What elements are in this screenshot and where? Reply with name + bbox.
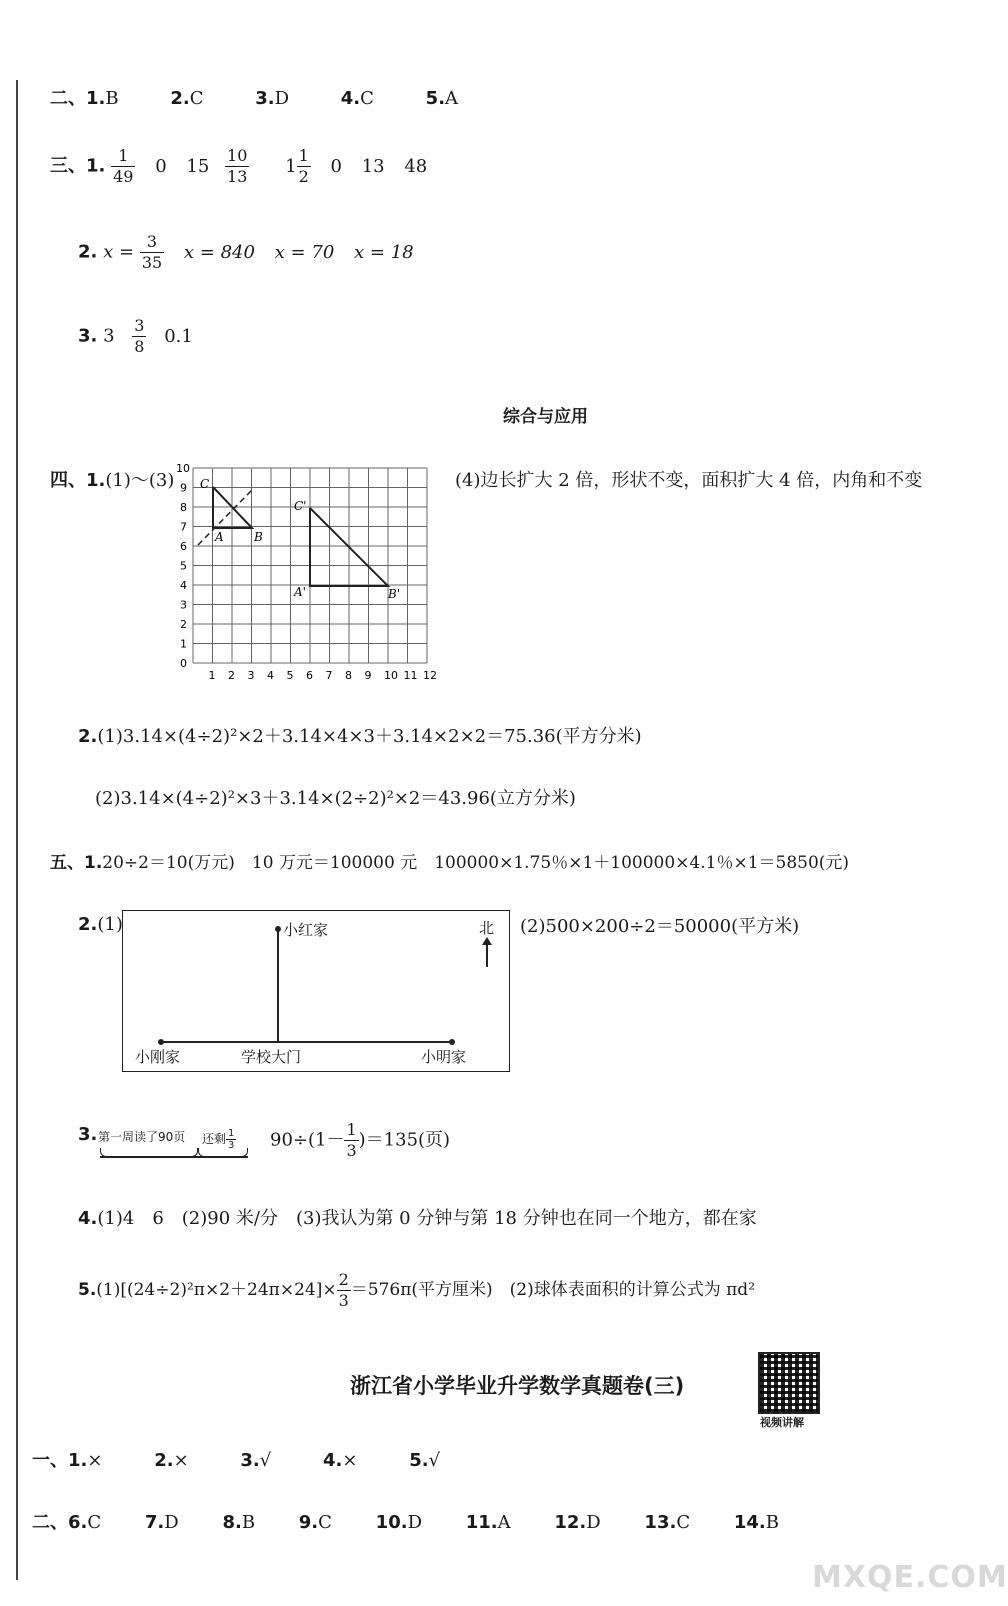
answer: 0.1 [164, 325, 193, 347]
point-dot [275, 926, 281, 932]
q-num: 三、1. [50, 155, 106, 177]
answer: x = 18 [354, 241, 414, 263]
answer: C [360, 88, 374, 109]
section5-q3 [78, 1124, 97, 1145]
y-tick-label: 1 [180, 637, 187, 651]
q-num: 4. [323, 1450, 343, 1471]
q-num: 二、6. [32, 1512, 88, 1533]
section5-q2-label [78, 914, 123, 935]
exam-title: 浙江省小学毕业升学数学真题卷(三) [350, 1374, 685, 1398]
segment-label: 还剩 $\frac{1}{3}$ [202, 1128, 235, 1151]
answer: x = 70 [274, 241, 335, 263]
answer: 0 [155, 155, 167, 177]
fraction: $\frac{1}{2}$ [298, 146, 309, 186]
x-tick-label: 1 [208, 669, 216, 682]
section4-q1-note: (4)边长扩大 2 倍，形状不变，面积扩大 4 倍，内角和不变 [455, 470, 923, 491]
q-num: 5. [78, 1280, 97, 1300]
road-horizontal [161, 1041, 451, 1043]
point-label: C [200, 477, 210, 491]
q-num: 2. [170, 88, 190, 109]
q-num: 3. [240, 1450, 260, 1471]
x-tick-label: 2 [228, 669, 235, 682]
answer: √ [428, 1450, 441, 1471]
q-num: 10. [375, 1512, 408, 1533]
q-num: 14. [733, 1512, 766, 1533]
part: (1) [97, 914, 123, 935]
answer: (1)4 6 (2)90 米/分 (3)我认为第 0 分钟与第 18 分钟也在同一个地方，都在家 [97, 1208, 757, 1229]
y-tick-label: 4 [180, 579, 187, 592]
section5-q1 [50, 848, 849, 873]
answer: D [586, 1512, 601, 1533]
q-num: 五、1. [50, 853, 103, 873]
answer: A [445, 88, 459, 109]
y-tick-label: 2 [180, 618, 187, 631]
x-tick-label: 6 [306, 669, 313, 682]
mixed-whole: 1 [285, 155, 297, 177]
q-num: 二、1. [50, 88, 106, 109]
fraction: $\frac{10}{13}$ [227, 146, 248, 186]
point-label: C' [294, 499, 307, 513]
q-num: 5. [409, 1450, 429, 1471]
q-num: 4. [78, 1208, 98, 1229]
section-heading: 综合与应用 [503, 407, 588, 427]
q-num: 3. [255, 88, 275, 109]
brace [198, 1148, 248, 1157]
watermark: MXQE.COM [812, 1560, 1008, 1595]
fraction: $\frac{2}{3}$ [338, 1270, 349, 1310]
y-tick-label: 5 [180, 559, 187, 573]
x-tick-label: 12 [423, 669, 437, 682]
section4-q2-l2: (2)3.14×(4÷2)²×3＋3.14×(2÷2)²×2＝43.96(立方分米) [95, 788, 576, 809]
label-gang: 小刚家 [135, 1048, 181, 1066]
point-dot [449, 1039, 455, 1045]
y-tick-label: 8 [180, 501, 187, 514]
qr-code-icon [758, 1352, 820, 1414]
qr-caption: 视频讲解 [760, 1416, 804, 1429]
section5-q5: 5.(1)[(24÷2)²π×2＋24π×24]× $\frac{2}{3}$ ＝576π(平方厘米) (2)球体表面积的计算公式为 πd² [78, 1270, 756, 1310]
road-vertical [277, 929, 279, 1041]
answer: × [87, 1450, 103, 1471]
point-dot [158, 1039, 164, 1045]
answer: A [497, 1512, 511, 1533]
label-hong: 小红家 [283, 921, 329, 939]
q-num: 11. [465, 1512, 498, 1533]
q-num: 2. [78, 914, 98, 935]
answer: C [189, 88, 204, 109]
x-tick-label: 4 [267, 669, 274, 682]
fraction: $\frac{3}{8}$ [134, 316, 145, 356]
answer: B [105, 88, 119, 109]
x-tick-label: 7 [325, 669, 333, 682]
range: (1)～(3) [105, 470, 175, 491]
point-label: A [215, 530, 224, 544]
answer: × [173, 1450, 189, 1471]
segment-label: 第一周读了90页 [98, 1130, 186, 1144]
exam-sec1-row [32, 1446, 440, 1472]
q-num: 4. [340, 88, 361, 109]
q-num: 2. [78, 726, 98, 747]
x-tick-label: 8 [345, 669, 352, 682]
answer: 3 [103, 325, 115, 347]
y-tick-label: 0 [180, 657, 187, 670]
answer: (1)3.14×(4÷2)²×2＋3.14×4×3＋3.14×2×2＝75.36(平方分米) [97, 726, 642, 747]
x-tick-label: 10 [384, 669, 398, 682]
x-tick-label: 9 [364, 669, 372, 682]
fraction: $\frac{3}{35}$ [141, 232, 163, 272]
q-num: 12. [554, 1512, 587, 1533]
section3-q1 [50, 146, 427, 187]
north-label: 北 [479, 919, 495, 937]
answer: C [676, 1512, 691, 1533]
q-num: 2. [154, 1450, 174, 1471]
x-tick-label: 11 [403, 669, 418, 682]
brace [100, 1148, 198, 1157]
exam-sec2-row [32, 1508, 779, 1534]
q-num: 7. [144, 1512, 165, 1533]
q-num: 3. [78, 325, 98, 347]
answer: C [318, 1512, 332, 1533]
coordinate-grid [170, 462, 440, 685]
point-label: B [254, 530, 263, 544]
answer: 48 [404, 155, 428, 177]
y-tick-label: 10 [176, 462, 190, 475]
answer: D [164, 1512, 179, 1533]
answer: 0 [330, 155, 342, 177]
fraction: $\frac{1}{3}$ [346, 1120, 357, 1160]
section4-q2-l1 [78, 722, 642, 748]
x-tick-label: 5 [286, 669, 294, 682]
q-num: 8. [222, 1512, 242, 1533]
line-segment-diagram [98, 1128, 250, 1168]
y-tick-label: 7 [180, 520, 187, 534]
map-box [122, 910, 510, 1072]
answer: x = 840 [183, 241, 255, 263]
x-tick-label: 3 [247, 669, 255, 682]
section5-q4 [78, 1204, 757, 1230]
q-num: 一、1. [32, 1450, 88, 1471]
answer: B [765, 1512, 779, 1533]
point-label: B' [388, 587, 401, 601]
y-tick-label: 9 [180, 481, 187, 495]
answer: × [342, 1450, 358, 1471]
answer: D [274, 88, 290, 109]
north-arrowhead-icon [482, 937, 492, 945]
q-num: 5. [425, 88, 446, 109]
section4-q1-label [50, 466, 174, 492]
answer: 15 [186, 155, 210, 177]
answer: 20÷2＝10(万元) 10 万元＝100000 元 100000×1.75％×1＋100000×4.1％×1＝5850(元) [102, 853, 850, 873]
section5-q2-part2: (2)500×200÷2＝50000(平方米) [520, 916, 800, 937]
q-num: 3. [78, 1124, 98, 1145]
point-label: A' [294, 585, 306, 599]
margin-rule [16, 80, 18, 1580]
answer: x = [103, 241, 135, 263]
answer: D [407, 1512, 422, 1533]
answer: √ [259, 1450, 272, 1471]
q-num: 2. [78, 241, 98, 263]
q-num: 9. [298, 1512, 319, 1533]
section2-row [50, 84, 458, 110]
label-school: 学校大门 [241, 1048, 302, 1066]
label-ming: 小明家 [421, 1048, 467, 1066]
section3-q2 [78, 232, 414, 273]
y-tick-label: 6 [180, 540, 187, 553]
answer: C [87, 1512, 102, 1533]
answer: 13 [361, 155, 385, 177]
section5-q3-formula: 90÷(1－ $\frac{1}{3}$ )＝135(页) [270, 1120, 451, 1160]
y-tick-label: 3 [180, 598, 187, 612]
fraction: $\frac{1}{49}$ [113, 146, 134, 186]
answer: B [241, 1512, 256, 1533]
section3-q3 [78, 316, 193, 357]
q-num: 四、1. [50, 470, 106, 491]
q-num: 13. [644, 1512, 677, 1533]
